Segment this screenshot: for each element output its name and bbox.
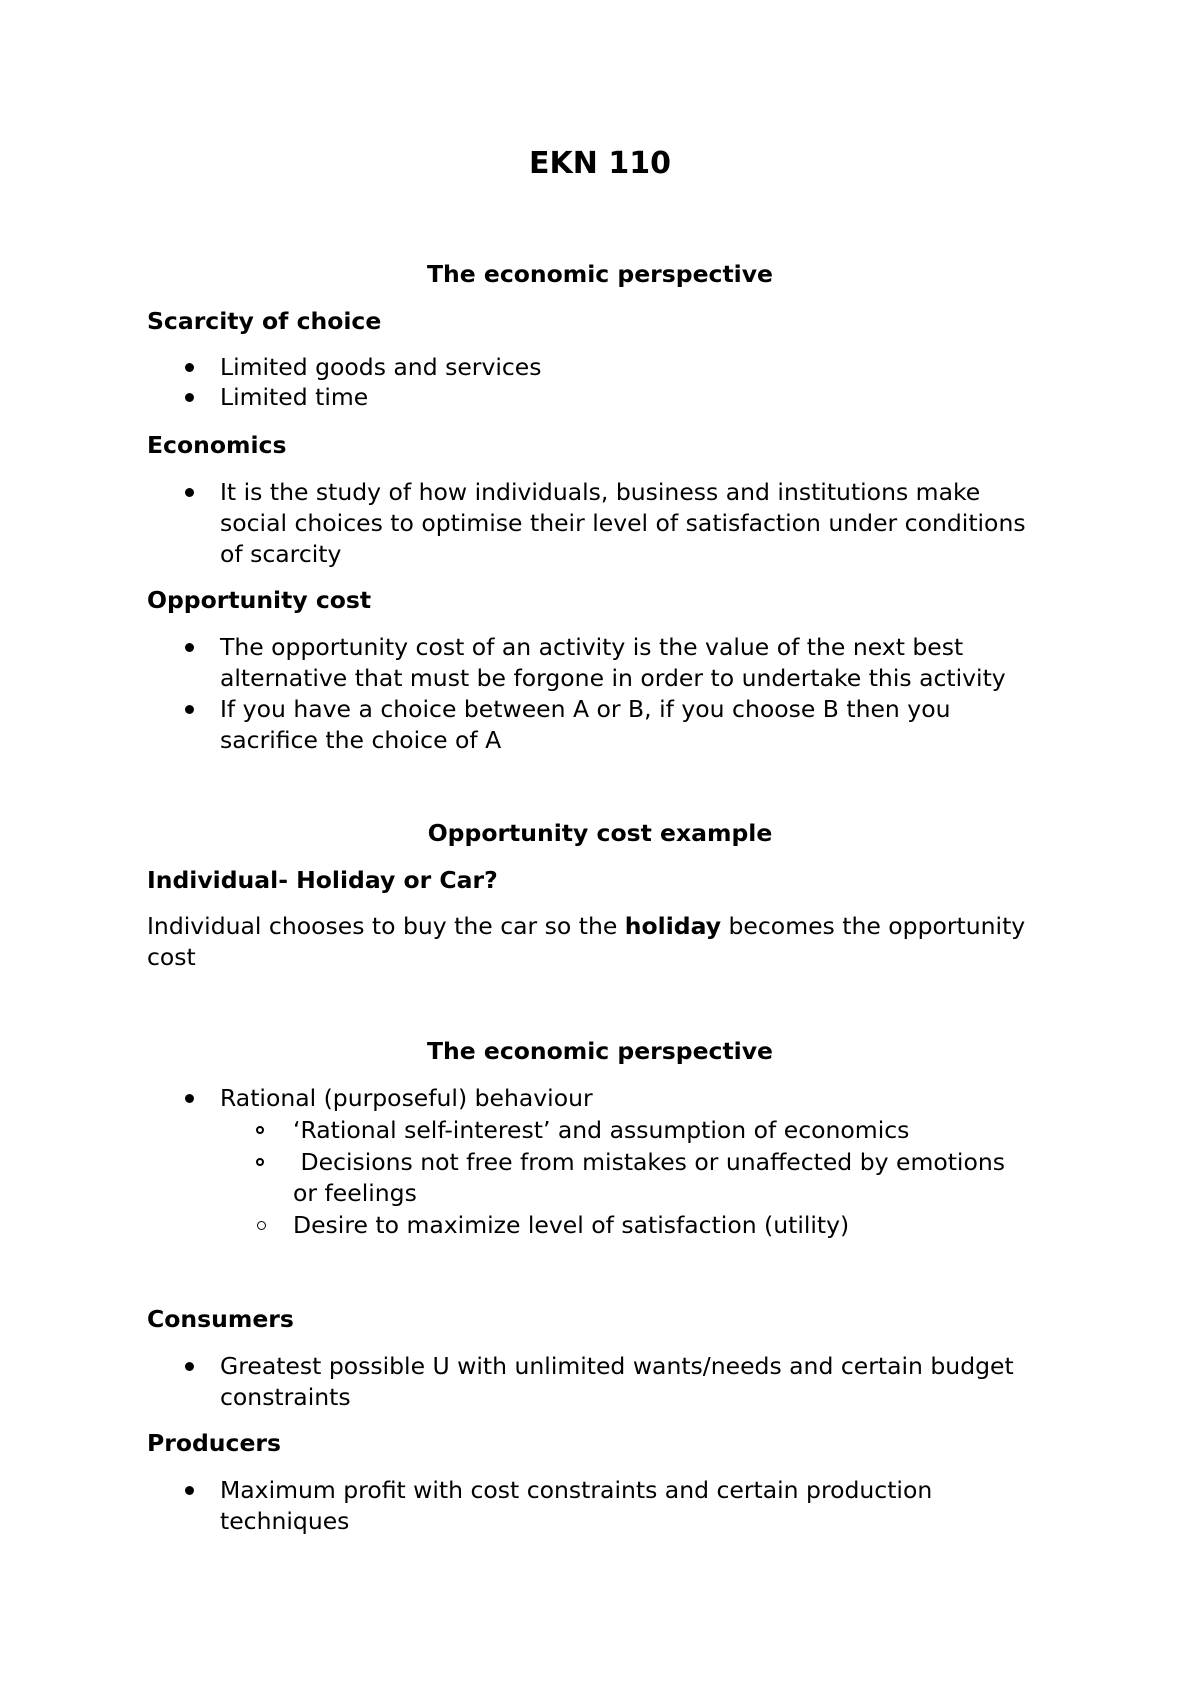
- list-item-line: constraints: [220, 1383, 351, 1411]
- paragraph-emphasis: holiday: [624, 912, 722, 940]
- list-item-line: techniques: [220, 1507, 350, 1535]
- bullet-icon: [185, 705, 194, 714]
- list-item-line: social choices to optimise their level of satisfaction under conditions: [220, 509, 1026, 537]
- paragraph-line: cost: [147, 943, 196, 971]
- list-item: Limited time: [220, 383, 369, 411]
- list-item-line: of scarcity: [220, 540, 342, 568]
- bullet-icon: [185, 1094, 194, 1103]
- paragraph-text: becomes the opportunity: [721, 912, 1026, 940]
- paragraph: [147, 911, 1025, 942]
- sub-bullet-icon: [257, 1221, 266, 1230]
- sub-list-item: Desire to maximize level of satisfaction (utility): [293, 1211, 850, 1239]
- subheading-holiday-or-car: Individual- Holiday or Car?: [147, 866, 498, 894]
- sub-list-item-line: Decisions not free from mistakes or unaffected by emotions: [293, 1148, 1005, 1176]
- list-item-line: alternative that must be forgone in order to undertake this activity: [220, 664, 1006, 692]
- bullet-icon: [185, 363, 194, 372]
- sub-bullet-icon: [256, 1126, 264, 1134]
- list-item-line: It is the study of how individuals, business and institutions make: [220, 478, 981, 506]
- page-title: EKN 110: [529, 146, 671, 181]
- bullet-icon: [185, 488, 194, 497]
- subheading-economics: Economics: [147, 431, 287, 459]
- list-item-line: Maximum profit with cost constraints and certain production: [220, 1476, 933, 1504]
- section-heading-economic-perspective-2: The economic perspective: [427, 1037, 773, 1065]
- subheading-scarcity-of-choice: Scarcity of choice: [147, 307, 382, 335]
- section-heading-economic-perspective: The economic perspective: [427, 260, 773, 288]
- bullet-icon: [185, 393, 194, 402]
- paragraph-text: Individual chooses to buy the car so the: [147, 912, 625, 940]
- list-item-line: Greatest possible U with unlimited wants/needs and certain budget: [220, 1352, 1014, 1380]
- list-item: Limited goods and services: [220, 353, 542, 381]
- list-item-line: The opportunity cost of an activity is the value of the next best: [220, 633, 964, 661]
- sub-list-item-line: or feelings: [293, 1179, 417, 1207]
- sub-bullet-icon: [256, 1158, 264, 1166]
- bullet-icon: [185, 643, 194, 652]
- list-item: Rational (purposeful) behaviour: [220, 1084, 593, 1112]
- list-item-line: If you have a choice between A or B, if you choose B then you: [220, 695, 951, 723]
- subheading-opportunity-cost: Opportunity cost: [147, 586, 372, 614]
- section-heading-opportunity-cost-example: Opportunity cost example: [427, 819, 773, 847]
- bullet-icon: [185, 1362, 194, 1371]
- subheading-consumers: Consumers: [147, 1305, 294, 1333]
- sub-list-item: ‘Rational self-interest’ and assumption of economics: [293, 1116, 910, 1144]
- subheading-producers: Producers: [147, 1429, 281, 1457]
- bullet-icon: [185, 1486, 194, 1495]
- list-item-line: sacrifice the choice of A: [220, 726, 502, 754]
